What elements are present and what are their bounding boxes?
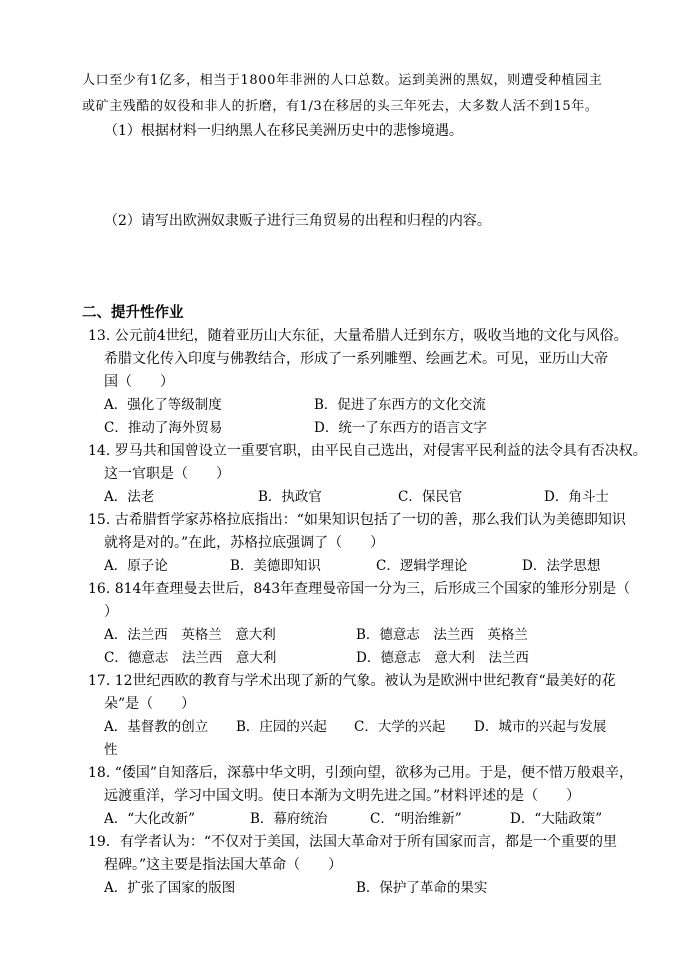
question-text: 13. 公元前4世纪，随着亚历山大东征，大量希腊人迁到东方，吸收当地的文化与风俗。 <box>88 328 628 344</box>
answer-option: A．基督教的创立 <box>104 719 209 735</box>
answer-option: B．德意志 法兰西 英格兰 <box>356 627 528 643</box>
answer-option: B．执政官 <box>258 489 322 505</box>
answer-option: B．保护了革命的果实 <box>356 880 488 896</box>
answer-option: D．德意志 意大利 法兰西 <box>356 650 529 666</box>
question-text: 朵”是（ ） <box>104 696 196 712</box>
answer-option: C．逻辑学理论 <box>376 558 468 574</box>
answer-option: C．德意志 法兰西 意大利 <box>104 650 277 666</box>
question-text: 希腊文化传入印度与佛教结合，形成了一系列雕塑、绘画艺术。可见，亚历山大帝 <box>104 351 608 367</box>
answer-option: B．幕府统治 <box>250 811 328 827</box>
material-text-line: 或矿主残酷的奴役和非人的折磨，有1/3在移居的头三年死去，大多数人活不到15年。 <box>82 99 599 114</box>
question-text: 15. 古希腊哲学家苏格拉底指出：“如果知识包括了一切的善，那么我们认为美德即知识 <box>88 512 626 528</box>
answer-option: B．庄园的兴起 <box>236 719 327 735</box>
answer-option: A．“大化改新” <box>104 811 196 827</box>
sub-question: （2）请写出欧洲奴隶贩子进行三角贸易的出程和归程的内容。 <box>104 213 491 229</box>
question-text: 18. “倭国”自知落后，深慕中华文明，引颈向望，欲移为己用。于是，便不惜万般艰辛， <box>88 765 634 781</box>
answer-option: A．强化了等级制度 <box>104 397 222 413</box>
answer-option: B．促进了东西方的文化交流 <box>314 397 486 413</box>
answer-option: D．统一了东西方的语言文字 <box>314 420 487 436</box>
question-text: 14. 罗马共和国曾设立一重要官职，由平民自己选出，对侵害平民利益的法令具有否决权。 <box>88 443 647 459</box>
answer-option: A．法老 <box>104 489 155 505</box>
question-text: 17. 12世纪西欧的教育与学术出现了新的气象。被认为是欧洲中世纪教育“最美好的花 <box>88 673 616 689</box>
answer-option: D．“大陆政策” <box>510 811 603 827</box>
answer-option-continued: 性 <box>104 742 118 758</box>
answer-option: D．角斗士 <box>544 489 609 505</box>
question-text: 就将是对的。”在此，苏格拉底强调了（ ） <box>104 535 385 551</box>
answer-option: C．大学的兴起 <box>354 719 446 735</box>
material-text-line: 人口至少有1亿多，相当于1800年非洲的人口总数。运到美洲的黑奴，则遭受种植园主 <box>82 73 603 88</box>
question-text: 程碑。”这主要是指法国大革命（ ） <box>104 857 343 873</box>
answer-option: B．美德即知识 <box>230 558 321 574</box>
answer-option: A．法兰西 英格兰 意大利 <box>104 627 276 643</box>
sub-question: （1）根据材料一归纳黑人在移民美洲历史中的悲惨境遇。 <box>104 123 463 139</box>
answer-option: C．保民官 <box>398 489 463 505</box>
question-text: 16. 814年查理曼去世后，843年查理曼帝国一分为三，后形成三个国家的雏形分别是（ <box>88 581 631 597</box>
answer-option: C．“明治维新” <box>370 811 462 827</box>
answer-option: A．扩张了国家的版图 <box>104 880 236 896</box>
question-text: 19．有学者认为：“不仅对于美国，法国大革命对于所有国家而言，都是一个重要的里 <box>88 834 617 850</box>
question-text: 远渡重洋，学习中国文明。使日本渐为文明先进之国。”材料评述的是（ ） <box>104 788 581 804</box>
question-text: 这一官职是（ ） <box>104 466 230 482</box>
section-heading: 二、提升性作业 <box>82 304 184 321</box>
question-text: ） <box>104 604 118 620</box>
answer-option: C．推动了海外贸易 <box>104 420 223 436</box>
answer-option: D．法学思想 <box>522 558 601 574</box>
question-text: 国（ ） <box>104 374 174 390</box>
answer-option: A．原子论 <box>104 558 168 574</box>
answer-option: D．城市的兴起与发展 <box>474 719 607 735</box>
